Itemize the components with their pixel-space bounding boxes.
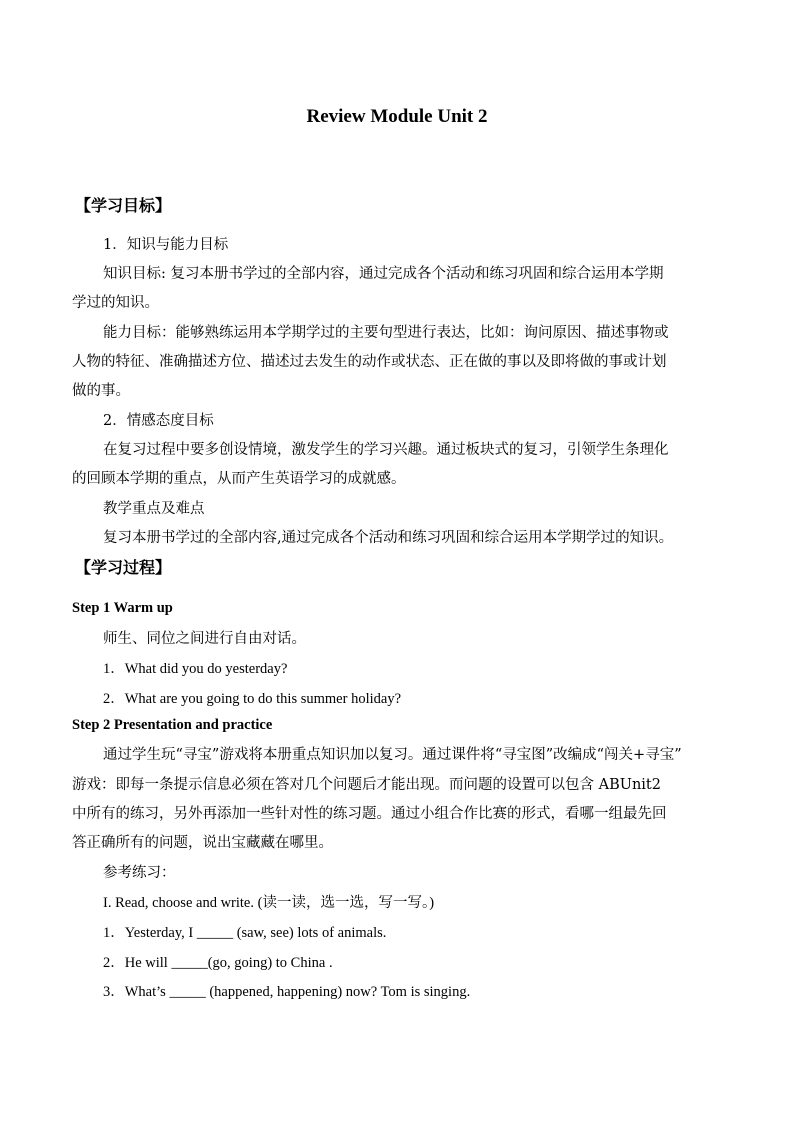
- key-points-text: 复习本册书学过的全部内容,通过完成各个活动和练习巩固和综合运用本学期学过的知识。: [103, 530, 674, 546]
- warmup-question-1: 1．What did you do yesterday?: [103, 661, 288, 677]
- step2-line-1: 通过学生玩“寻宝”游戏将本册重点知识加以复习。通过课件将“寻宝图”改编成“闯关+寻宝”: [103, 747, 682, 763]
- step1-text: 师生、同位之间进行自由对话。: [103, 631, 306, 647]
- learning-process-heading: 【学习过程】: [75, 558, 172, 577]
- step2-line-4: 答正确所有的问题，说出宝藏藏在哪里。: [72, 835, 333, 851]
- goal-item-1: 1．知识与能力目标: [103, 237, 229, 253]
- ability-goal-line-3: 做的事。: [72, 383, 130, 399]
- exercise-item-3: 3．What’s _____ (happened, happening) now? Tom is singing.: [103, 984, 471, 1000]
- reference-exercise-label: 参考练习：: [103, 865, 176, 881]
- exercise-item-2: 2．He will _____(go, going) to China .: [103, 955, 333, 971]
- step1-heading: Step 1 Warm up: [72, 600, 173, 616]
- step2-line-3: 中所有的练习，另外再添加一些针对性的练习题。通过小组合作比赛的形式，看哪一组最先回: [72, 806, 667, 822]
- exercise-item-1: 1．Yesterday, I _____ (saw, see) lots of animals.: [103, 925, 387, 941]
- knowledge-goal-line-2: 学过的知识。: [72, 295, 159, 311]
- ability-goal-line-2: 人物的特征、准确描述方位、描述过去发生的动作或状态、正在做的事以及即将做的事或计划: [72, 354, 667, 370]
- step2-heading: Step 2 Presentation and practice: [72, 717, 273, 733]
- emotion-goal-line-1: 在复习过程中要多创设情境，激发学生的学习兴趣。通过板块式的复习，引领学生条理化: [103, 442, 669, 458]
- key-points-heading: 教学重点及难点: [103, 501, 205, 517]
- warmup-question-2: 2．What are you going to do this summer holiday?: [103, 691, 402, 707]
- learning-goals-heading: 【学习目标】: [75, 196, 172, 215]
- emotion-goal-line-2: 的回顾本学期的重点，从而产生英语学习的成就感。: [72, 471, 406, 487]
- knowledge-goal-line-1: 知识目标: 复习本册书学过的全部内容，通过完成各个活动和练习巩固和综合运用本学期: [103, 266, 664, 282]
- goal-item-2: 2．情感态度目标: [103, 413, 214, 429]
- ability-goal-line-1: 能力目标：能够熟练运用本学期学过的主要句型进行表达，比如：询问原因、描述事物或: [103, 325, 669, 341]
- step2-line-2: 游戏：即每一条提示信息必须在答对几个问题后才能出现。而问题的设置可以包含 ABUnit2: [72, 777, 661, 793]
- document-title: Review Module Unit 2: [306, 106, 488, 127]
- exercise-instructions: I. Read, choose and write. (读一读，选一选，写一写。): [103, 895, 435, 911]
